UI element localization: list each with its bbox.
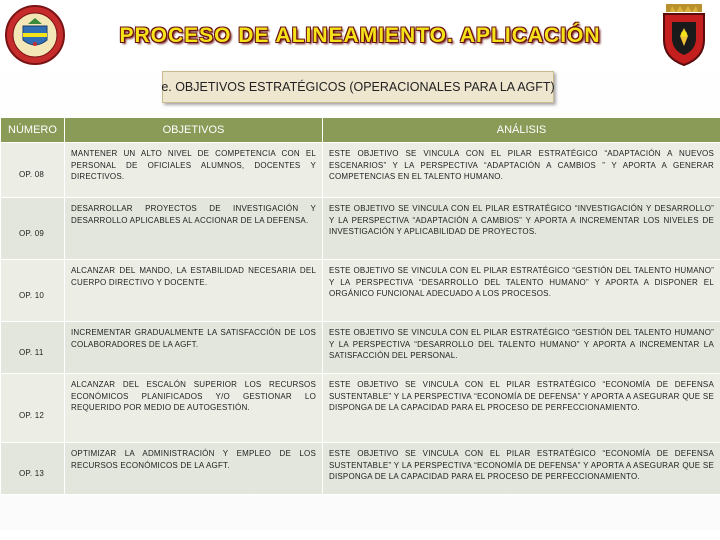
coat-of-arms-icon — [656, 2, 712, 68]
row-analysis: ESTE OBJETIVO SE VINCULA CON EL PILAR ESTRATÉGICO “INVESTIGACIÓN Y DESARROLLO” Y LA PERSPECTIVA “ADAPTACIÓN A CAMBIOS” Y APORTA A INCREMENTAR LOS NIVELES DE INVESTIGACIÓN Y APLICABILIDAD DE PROYECTOS. — [323, 198, 720, 260]
row-number: OP. 12 — [1, 374, 65, 443]
row-objective: MANTENER UN ALTO NIVEL DE COMPETENCIA CON EL PERSONAL DE OFICIALES ALUMNOS, DOCENTES Y DIRECTIVOS. — [65, 143, 323, 198]
table-row — [1, 443, 720, 495]
table-row — [1, 143, 720, 198]
row-analysis: ESTE OBJETIVO SE VINCULA CON EL PILAR ESTRATÉGICO “GESTIÓN DEL TALENTO HUMANO” Y LA PERSPECTIVA “DESARROLLO DEL TALENTO HUMANO” Y APORTA A DISPONER EL ORGÁNICO FUNCIONAL ADECUADO A LOS PROCESOS. — [323, 260, 720, 322]
table-header-row — [1, 118, 720, 143]
table-row — [1, 374, 720, 443]
row-number: OP. 13 — [1, 443, 65, 495]
table-row — [1, 198, 720, 260]
table-row — [1, 322, 720, 374]
row-analysis: ESTE OBJETIVO SE VINCULA CON EL PILAR ESTRATÉGICO “ADAPTACIÓN A NUEVOS ESCENARIOS” Y LA PERSPECTIVA “ADAPTACIÓN A CAMBIOS ” Y APORTA A GENERAR COMPETENCIAS EN EL TALENTO HUMANO. — [323, 143, 720, 198]
row-analysis: ESTE OBJETIVO SE VINCULA CON EL PILAR ESTRATÉGICO “GESTIÓN DEL TALENTO HUMANO” Y LA PERSPECTIVA “DESARROLLO DEL TALENTO HUMANO” Y APORTA A INCREMENTAR LA SATISFACCIÓN DEL PERSONAL. — [323, 322, 720, 374]
row-objective: INCREMENTAR GRADUALMENTE LA SATISFACCIÓN DE LOS COLABORADORES DE LA AGFT. — [65, 322, 323, 374]
objectives-table — [0, 117, 720, 495]
row-number: OP. 09 — [1, 198, 65, 260]
column-header-objectives: OBJETIVOS — [65, 118, 323, 143]
row-objective: ALCANZAR DEL ESCALÓN SUPERIOR LOS RECURSOS ECONÓMICOS PLANIFICADOS Y/O GESTIONAR LO REQUERIDO POR MEDIO DE AUTOGESTIÓN. — [65, 374, 323, 443]
table-row — [1, 260, 720, 322]
institution-seal-icon — [4, 4, 66, 66]
column-header-number: NÚMERO — [1, 118, 65, 143]
row-analysis: ESTE OBJETIVO SE VINCULA CON EL PILAR ESTRATÉGICO “ECONOMÍA DE DEFENSA SUSTENTABLE” Y LA PERSPECTIVA “ECONOMÍA DE DEFENSA” Y APORTA A ASEGURAR QUE SE DISPONGA DE LA CAPACIDAD PARA EL PROCESO DE PERFECCIONAMIENTO. — [323, 374, 720, 443]
bottom-strip — [0, 530, 720, 540]
row-number: OP. 10 — [1, 260, 65, 322]
row-analysis: ESTE OBJETIVO SE VINCULA CON EL PILAR ESTRATÉGICO “ECONOMÍA DE DEFENSA SUSTENTABLE” Y LA PERSPECTIVA “ECONOMÍA DE DEFENSA” Y APORTA A ASEGURAR QUE SE DISPONGA DE LA CAPACIDAD PARA EL PROCESO DE PERFECCIONAMIENTO. — [323, 443, 720, 495]
section-subtitle: e. OBJETIVOS ESTRATÉGICOS (OPERACIONALES PARA LA AGFT) — [162, 71, 554, 103]
column-header-analysis: ANÁLISIS — [323, 118, 720, 143]
page-title: PROCESO DE ALINEAMIENTO. APLICACIÓN — [119, 24, 601, 47]
row-objective: OPTIMIZAR LA ADMINISTRACIÓN Y EMPLEO DE LOS RECURSOS ECONÓMICOS DE LA AGFT. — [65, 443, 323, 495]
row-number: OP. 08 — [1, 143, 65, 198]
row-number: OP. 11 — [1, 322, 65, 374]
row-objective: DESARROLLAR PROYECTOS DE INVESTIGACIÓN Y DESARROLLO APLICABLES AL ACCIONAR DE LA DEFENSA. — [65, 198, 323, 260]
row-objective: ALCANZAR DEL MANDO, LA ESTABILIDAD NECESARIA DEL CUERPO DIRECTIVO Y DOCENTE. — [65, 260, 323, 322]
